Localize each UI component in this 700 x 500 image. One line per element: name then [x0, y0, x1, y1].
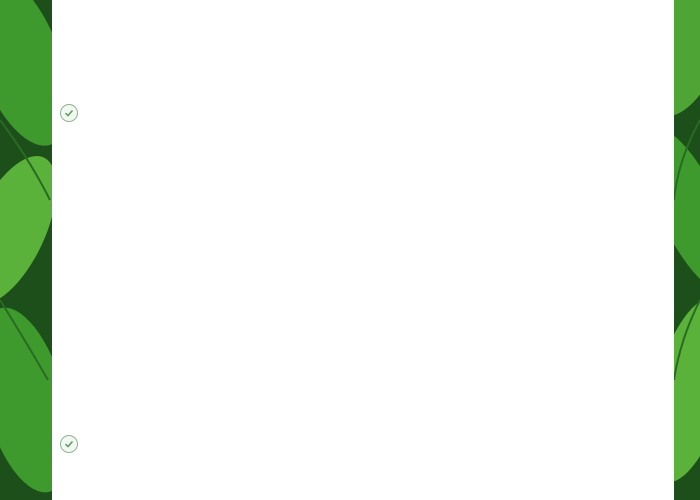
check-circle-icon — [60, 435, 78, 453]
check-circle-icon — [60, 104, 78, 122]
price-list-page — [52, 0, 674, 500]
section-surprises-heading — [60, 435, 84, 453]
section-encas-heading — [60, 104, 84, 122]
